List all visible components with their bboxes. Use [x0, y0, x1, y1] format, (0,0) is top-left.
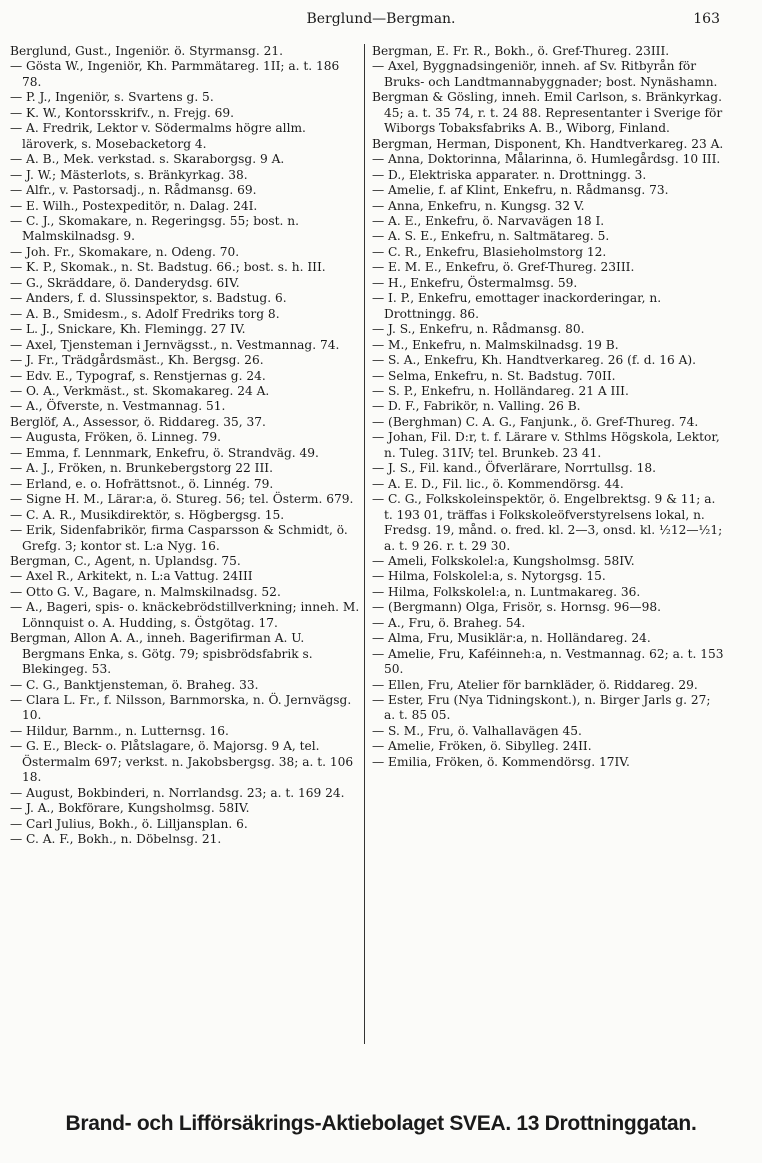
directory-entry: — C. G., Folkskoleinspektör, ö. Engelbrektsg. 9 & 11; a. t. 193 01, träffas i Folkskoleöfverstyrelsens lokal, n. Fredsg. 19, månd. o. fred. kl. 2—3, onsd. kl. ½12—½1; a. t. 9 26. r. t. 29 30. — [372, 492, 723, 553]
directory-entry: — H., Enkefru, Östermalmsg. 59. — [372, 275, 578, 290]
directory-entry: — Emilia, Fröken, ö. Kommendörsg. 17IV. — [372, 754, 630, 769]
directory-entry: — Hilma, Folskolel:a, s. Nytorgsg. 15. — [372, 569, 606, 584]
directory-entry: — Axel, Byggnadsingeniör, inneh. af Sv. Ritbyrån för Bruks- och Landtmannabyggnader; bost. Nynäshamn. — [372, 59, 718, 89]
directory-entry: — Amelie, f. af Klint, Enkefru, n. Rådmansg. 73. — [372, 183, 669, 198]
directory-entry: — Ameli, Folkskolel:a, Kungsholmsg. 58IV. — [372, 553, 635, 568]
directory-entry: — S. A., Enkefru, Kh. Handtverkareg. 26 (f. d. 16 A). — [372, 353, 697, 368]
directory-entry: — A. B., Smidesm., s. Adolf Fredriks torg 8. — [10, 306, 280, 321]
directory-entry: — Amelie, Fru, Kaféinneh:a, n. Vestmannag. 62; a. t. 153 50. — [372, 646, 724, 677]
directory-entry: — O. A., Verkmäst., st. Skomakareg. 24 A. — [10, 383, 270, 398]
directory-entry: — Selma, Enkefru, n. St. Badstug. 70II. — [372, 368, 616, 383]
directory-entry: — Augusta, Fröken, ö. Linneg. 79. — [10, 430, 222, 445]
directory-entry: — I. P., Enkefru, emottager inackorderingar, n. Drottningg. 86. — [372, 291, 662, 321]
left-column — [10, 44, 362, 848]
right-column — [372, 44, 724, 770]
directory-entry: — August, Bokbinderi, n. Norrlandsg. 23; a. t. 169 24. — [10, 785, 345, 800]
directory-entry: — A., Bageri, spis- o. knäckebrödstillverkning; inneh. M. Lönnquist o. A. Hudding, s. Östgötag. 17. — [10, 600, 360, 630]
directory-entry: — Anna, Enkefru, n. Kungsg. 32 V. — [372, 198, 585, 213]
directory-entry: — L. J., Snickare, Kh. Flemingg. 27 IV. — [10, 322, 246, 337]
directory-entry: — A. E. D., Fil. lic., ö. Kommendörsg. 44. — [372, 476, 624, 491]
directory-entry: Bergman, Allon A. A., inneh. Bagerifirman A. U. Bergmans Enka, s. Götg. 79; spisbrödsfabrik s. Blekingeg. 53. — [10, 631, 313, 677]
directory-entry: — C. R., Enkefru, Blasieholmstorg 12. — [372, 244, 607, 259]
directory-entry: — Gösta W., Ingeniör, Kh. Parmmätareg. 1II; a. t. 186 78. — [10, 59, 340, 89]
directory-entry: — J. S., Fil. kand., Öfverlärare, Norrtullsg. 18. — [372, 461, 657, 476]
directory-entry: — Amelie, Fröken, ö. Sibylleg. 24II. — [372, 739, 592, 754]
directory-entry: — Edv. E., Typograf, s. Renstjernas g. 24. — [10, 368, 266, 383]
directory-entry: — Joh. Fr., Skomakare, n. Odeng. 70. — [10, 244, 240, 259]
directory-entry: — C. A. F., Bokh., n. Döbelnsg. 21. — [10, 832, 222, 847]
directory-entry: — C. J., Skomakare, n. Regeringsg. 55; bost. n. Malmskilnadsg. 9. — [10, 213, 300, 244]
directory-entry: — M., Enkefru, n. Malmskilnadsg. 19 B. — [372, 337, 619, 352]
directory-entry: — E. Wilh., Postexpeditör, n. Dalag. 24I. — [10, 198, 258, 213]
directory-entry: — Erland, e. o. Hofrättsnot., ö. Linnég. 79. — [10, 476, 274, 491]
directory-entry: — D., Elektriska apparater. n. Drottningg. 3. — [372, 167, 647, 182]
directory-entry: — Ester, Fru (Nya Tidningskont.), n. Birger Jarls g. 27; a. t. 85 05. — [372, 693, 711, 723]
directory-entry: — S. M., Fru, ö. Valhallavägen 45. — [372, 723, 582, 738]
directory-entry: — J. A., Bokförare, Kungsholmsg. 58IV. — [10, 801, 250, 816]
directory-entry: — Otto G. V., Bagare, n. Malmskilnadsg. 52. — [10, 584, 281, 599]
directory-entry: — (Berghman) C. A. G., Fanjunk., ö. Gref-Thureg. 74. — [372, 414, 699, 429]
directory-entry: — Ellen, Fru, Atelier för barnkläder, ö. Riddareg. 29. — [372, 677, 698, 692]
directory-entry: — Hildur, Barnm., n. Lutternsg. 16. — [10, 723, 229, 738]
directory-entry: — A., Fru, ö. Braheg. 54. — [372, 615, 526, 630]
page-header — [0, 8, 762, 30]
directory-entry: — J. Fr., Trädgårdsmäst., Kh. Bergsg. 26. — [10, 353, 264, 368]
directory-entry: Bergman & Gösling, inneh. Emil Carlson, s. Bränkyrkag. 45; a. t. 35 74, r. t. 24 88. Representanter i Sverige för Wiborgs Tobaksfabriks A. B., Wiborg, Finland. — [372, 90, 723, 136]
directory-entry: — A. E., Enkefru, ö. Narvavägen 18 I. — [372, 213, 605, 228]
directory-entry: — Axel R., Arkitekt, n. L:a Vattug. 24III — [10, 569, 253, 584]
directory-entry: — D. F., Fabrikör, n. Valling. 26 B. — [372, 399, 581, 414]
directory-entry: — K. P., Skomak., n. St. Badstug. 66.; bost. s. h. III. — [10, 260, 326, 275]
directory-entry: — (Bergmann) Olga, Frisör, s. Hornsg. 96—98. — [372, 600, 661, 615]
directory-entry: — G., Skräddare, ö. Danderydsg. 6IV. — [10, 275, 240, 290]
directory-entry: — P. J., Ingeniör, s. Svartens g. 5. — [10, 90, 214, 105]
directory-entry: Berglund, Gust., Ingeniör. ö. Styrmansg. 21. — [10, 44, 283, 58]
directory-entry: Bergman, C., Agent, n. Uplandsg. 75. — [10, 553, 241, 568]
footer-advertisement: Brand- och Lifförsäkrings-Aktiebolaget SVEA. 13 Drottninggatan. — [65, 1112, 697, 1135]
directory-entry: — E. M. E., Enkefru, ö. Gref-Thureg. 23III. — [372, 260, 635, 275]
column-divider — [364, 44, 365, 1044]
running-title: Berglund—Bergman. — [306, 11, 456, 27]
directory-entry: — K. W., Kontorsskrifv., n. Frejg. 69. — [10, 105, 234, 120]
directory-entry: — Erik, Sidenfabrikör, firma Casparsson & Schmidt, ö. Grefg. 3; kontor st. L:a Nyg. 16. — [10, 523, 348, 553]
directory-entry: — J. S., Enkefru, n. Rådmansg. 80. — [372, 322, 585, 337]
directory-entry: — Anna, Doktorinna, Målarinna, ö. Humlegårdsg. 10 III. — [372, 152, 721, 167]
directory-entry: — A. J., Fröken, n. Brunkebergstorg 22 III. — [10, 461, 273, 476]
directory-entry: — A., Öfverste, n. Vestmannag. 51. — [10, 399, 226, 414]
directory-entry: — A. S. E., Enkefru, n. Saltmätareg. 5. — [372, 229, 610, 244]
directory-entry: — C. A. R., Musikdirektör, s. Högbergsg. 15. — [10, 507, 285, 522]
directory-entry: — C. G., Banktjensteman, ö. Braheg. 33. — [10, 677, 259, 692]
directory-entry: — G. E., Bleck- o. Plåtslagare, ö. Majorsg. 9 A, tel. Östermalm 697; verkst. n. Jakobsbergsg. 38; a. t. 106 18. — [10, 739, 354, 785]
directory-entry: — J. W.; Mästerlots, s. Bränkyrkag. 38. — [10, 167, 248, 182]
directory-entry: — Signe H. M., Lärar:a, ö. Stureg. 56; tel. Österm. 679. — [10, 492, 354, 507]
directory-entry: — A. B., Mek. verkstad. s. Skaraborgsg. 9 A. — [10, 152, 285, 167]
page-number: 163 — [693, 11, 720, 27]
directory-entry: — Hilma, Folkskolel:a, n. Luntmakareg. 36. — [372, 584, 641, 599]
directory-entry: — A. Fredrik, Lektor v. Södermalms högre allm. läroverk, s. Mosebacketorg 4. — [10, 121, 306, 151]
directory-entry: — Clara L. Fr., f. Nilsson, Barnmorska, n. Ö. Jernvägsg. 10. — [10, 693, 352, 723]
directory-entry: — Emma, f. Lennmark, Enkefru, ö. Strandväg. 49. — [10, 445, 319, 460]
directory-entry: Bergman, Herman, Disponent, Kh. Handtverkareg. 23 A. — [372, 136, 724, 151]
directory-entry: Berglöf, A., Assessor, ö. Riddareg. 35, 37. — [10, 414, 266, 429]
directory-entry: Bergman, E. Fr. R., Bokh., ö. Gref-Thureg. 23III. — [372, 44, 670, 58]
directory-entry: — Alma, Fru, Musiklär:a, n. Holländareg. 24. — [372, 631, 651, 646]
directory-entry: — Alfr., v. Pastorsadj., n. Rådmansg. 69. — [10, 183, 257, 198]
directory-entry: — Axel, Tjensteman i Jernvägsst., n. Vestmannag. 74. — [10, 337, 340, 352]
directory-entry: — Carl Julius, Bokh., ö. Lilljansplan. 6. — [10, 816, 248, 831]
directory-entry: — Johan, Fil. D:r, t. f. Lärare v. Sthlms Högskola, Lektor, n. Tuleg. 31IV; tel. Brunkeb. 23 41. — [372, 430, 720, 460]
directory-entry: — Anders, f. d. Slussinspektor, s. Badstug. 6. — [10, 291, 287, 306]
directory-entry: — S. P., Enkefru, n. Holländareg. 21 A III. — [372, 383, 629, 398]
